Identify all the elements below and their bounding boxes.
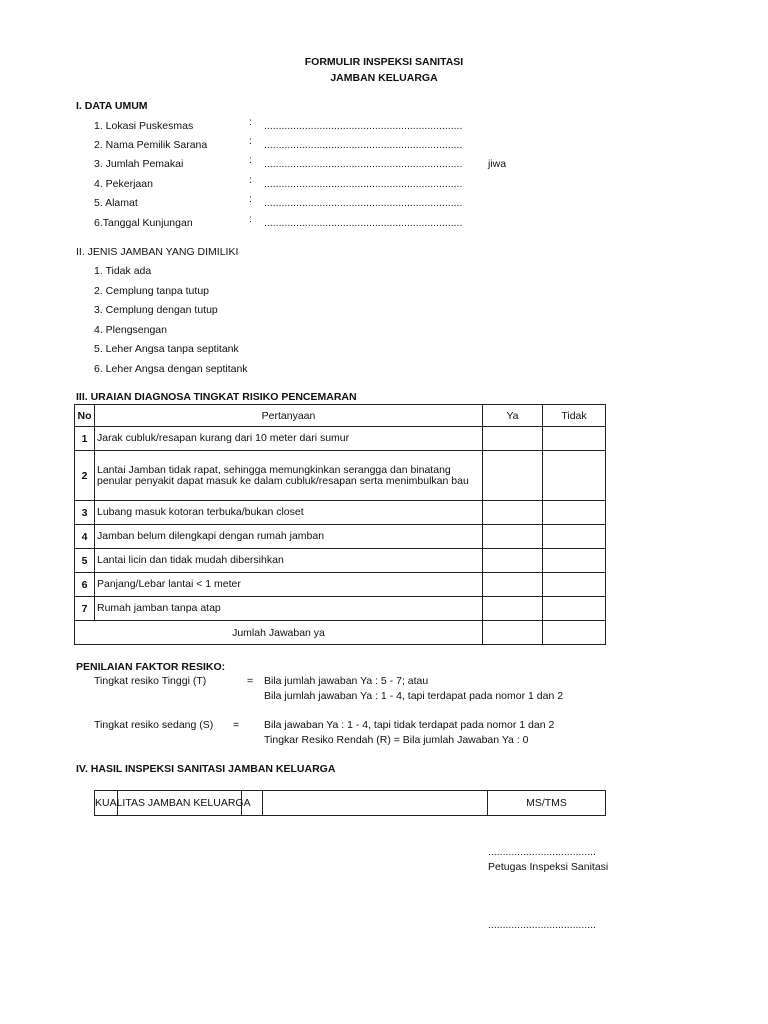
diagnosa-row bbox=[75, 597, 606, 621]
form-title-line2: JAMBAN KELUARGA bbox=[330, 72, 438, 84]
hasil-row bbox=[95, 791, 606, 816]
tinggi-rule-2: Bila jumlah jawaban Ya : 1 - 4, tapi terdapat pada nomor 1 dan 2 bbox=[264, 690, 564, 702]
diagnosa-total-row bbox=[75, 621, 606, 645]
row-question: Lantai licin dan tidak mudah dibersihkan bbox=[95, 549, 483, 573]
tinggi-rule-1: Bila jumlah jawaban Ya : 5 - 7; atau bbox=[264, 675, 429, 687]
jenis-jamban-item: 6. Leher Angsa dengan septitank bbox=[94, 362, 248, 375]
field-label: 3. Jumlah Pemakai bbox=[94, 158, 184, 170]
hasil-table bbox=[94, 790, 606, 816]
rendah-rule: Tingkar Resiko Rendah (R) = Bila jumlah Jawaban Ya : 0 bbox=[264, 734, 529, 746]
field-blank[interactable]: .................................................................... bbox=[264, 197, 463, 209]
header-tidak: Tidak bbox=[543, 405, 606, 427]
header-ya: Ya bbox=[483, 405, 543, 427]
row-ya-cell[interactable] bbox=[483, 573, 543, 597]
jenis-jamban-item: 3. Cemplung dengan tutup bbox=[94, 304, 218, 316]
sedang-eq: = bbox=[233, 719, 240, 731]
diagnosa-row bbox=[75, 573, 606, 597]
jenis-jamban-item: 5. Leher Angsa tanpa septitank bbox=[94, 343, 239, 355]
header-pertanyaan: Pertanyaan bbox=[95, 405, 483, 427]
section-data-umum-heading: I. DATA UMUM bbox=[76, 100, 148, 112]
sedang-rule: Bila jawaban Ya : 1 - 4, tapi tidak terdapat pada nomor 1 dan 2 bbox=[264, 719, 555, 731]
total-tidak-cell[interactable] bbox=[543, 621, 606, 645]
signature-dots-bottom: ..................................... bbox=[488, 919, 596, 931]
jenis-jamban-item: 2. Cemplung tanpa tutup bbox=[94, 284, 209, 297]
row-no: 2 bbox=[75, 451, 95, 501]
form-title-line1: FORMULIR INSPEKSI SANITASI bbox=[304, 56, 464, 68]
jenis-jamban-item: 1. Tidak ada bbox=[94, 265, 152, 277]
row-tidak-cell[interactable] bbox=[543, 573, 606, 597]
jenis-jamban-item: 4. Plengsengan bbox=[94, 323, 167, 336]
row-no: 5 bbox=[75, 549, 95, 573]
tinggi-label: Tingkat resiko Tinggi (T) bbox=[94, 675, 207, 687]
section-jenis-jamban-heading: II. JENIS JAMBAN YANG DIMILIKI bbox=[76, 246, 239, 258]
field-blank[interactable]: .................................................................... bbox=[264, 217, 463, 229]
kualitas-label: KUALITAS JAMBAN KELUARGA bbox=[95, 797, 251, 809]
field-colon: : bbox=[249, 174, 252, 186]
field-label: 2. Nama Pemilik Sarana bbox=[94, 139, 208, 151]
section-diagnosa-heading: III. URAIAN DIAGNOSA TINGKAT RISIKO PENCEMARAN bbox=[76, 391, 357, 403]
row-ya-cell[interactable] bbox=[483, 501, 543, 525]
row-question: Rumah jamban tanpa atap bbox=[95, 597, 483, 621]
field-blank[interactable]: .................................................................... bbox=[264, 158, 463, 170]
total-label: Jumlah Jawaban ya bbox=[75, 621, 483, 645]
diagnosa-table bbox=[74, 404, 606, 645]
diagnosa-row bbox=[75, 501, 606, 525]
diagnosa-row bbox=[75, 451, 606, 501]
row-no: 6 bbox=[75, 573, 95, 597]
diagnosa-rows bbox=[75, 427, 606, 621]
row-ya-cell[interactable] bbox=[483, 451, 543, 501]
sedang-label: Tingkat resiko sedang (S) bbox=[94, 719, 214, 731]
row-no: 7 bbox=[75, 597, 95, 621]
row-tidak-cell[interactable] bbox=[543, 427, 606, 451]
field-colon: : bbox=[249, 135, 252, 147]
diagnosa-header-row bbox=[75, 405, 606, 427]
tinggi-eq: = bbox=[247, 675, 254, 687]
row-tidak-cell[interactable] bbox=[543, 501, 606, 525]
row-question: Jamban belum dilengkapi dengan rumah jamban bbox=[95, 525, 483, 549]
section-hasil-heading: IV. HASIL INSPEKSI SANITASI JAMBAN KELUARGA bbox=[76, 763, 336, 775]
total-ya-cell[interactable] bbox=[483, 621, 543, 645]
row-no: 3 bbox=[75, 501, 95, 525]
row-ya-cell[interactable] bbox=[483, 549, 543, 573]
row-question: Lubang masuk kotoran terbuka/bukan closet bbox=[95, 501, 483, 525]
field-blank[interactable]: .................................................................... bbox=[264, 120, 463, 132]
row-ya-cell[interactable] bbox=[483, 525, 543, 549]
row-ya-cell[interactable] bbox=[483, 597, 543, 621]
field-suffix: jiwa bbox=[488, 158, 507, 170]
row-question: Panjang/Lebar lantai < 1 meter bbox=[95, 573, 483, 597]
row-tidak-cell[interactable] bbox=[543, 549, 606, 573]
field-label: 5. Alamat bbox=[94, 197, 138, 209]
ms-tms-cell[interactable]: MS/TMS bbox=[488, 791, 606, 816]
diagnosa-row bbox=[75, 427, 606, 451]
row-tidak-cell[interactable] bbox=[543, 597, 606, 621]
field-blank[interactable]: .................................................................... bbox=[264, 178, 463, 190]
field-colon: : bbox=[249, 213, 252, 225]
penilaian-heading: PENILAIAN FAKTOR RESIKO: bbox=[76, 661, 226, 673]
row-question: Jarak cubluk/resapan kurang dari 10 meter dari sumur bbox=[95, 427, 483, 451]
row-no: 1 bbox=[75, 427, 95, 451]
field-blank[interactable]: .................................................................... bbox=[264, 139, 463, 151]
kualitas-value-cell[interactable] bbox=[263, 791, 488, 816]
field-colon: : bbox=[249, 193, 252, 205]
field-label: 6.Tanggal Kunjungan bbox=[94, 217, 193, 229]
field-label: 4. Pekerjaan bbox=[94, 178, 153, 190]
row-tidak-cell[interactable] bbox=[543, 451, 606, 501]
diagnosa-row bbox=[75, 549, 606, 573]
row-tidak-cell[interactable] bbox=[543, 525, 606, 549]
field-label: 1. Lokasi Puskesmas bbox=[94, 120, 194, 132]
row-question: Lantai Jamban tidak rapat, sehingga memungkinkan serangga dan binatang penular penyakit dapat masuk ke dalam cubluk/resapan serta menimbulkan bau bbox=[95, 451, 483, 501]
signature-dots-top: ..................................... bbox=[488, 846, 596, 858]
field-colon: : bbox=[249, 116, 252, 128]
row-no: 4 bbox=[75, 525, 95, 549]
diagnosa-row bbox=[75, 525, 606, 549]
header-no: No bbox=[75, 405, 95, 427]
kualitas-label-cell bbox=[95, 791, 251, 816]
field-colon: : bbox=[249, 154, 252, 166]
petugas-label: Petugas Inspeksi Sanitasi bbox=[488, 861, 609, 873]
row-ya-cell[interactable] bbox=[483, 427, 543, 451]
